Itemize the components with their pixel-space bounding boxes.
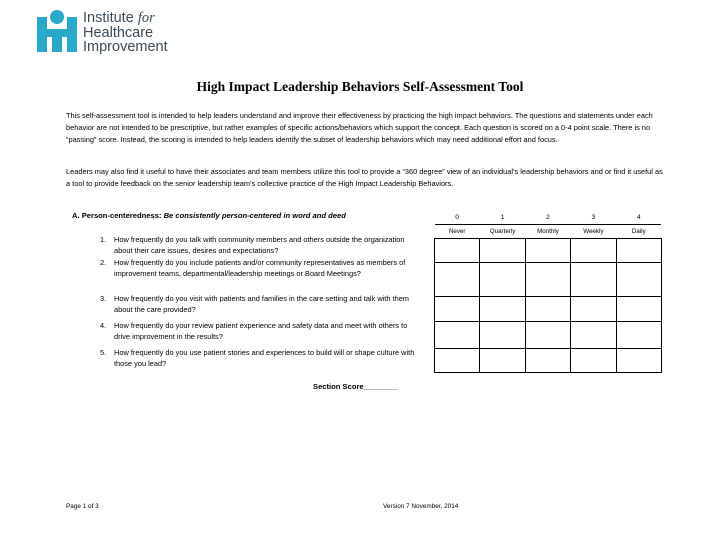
intro-paragraph-1: This self-assessment tool is intended to help leaders understand and improve their effectiveness by practicing the high impact behaviors. The questions and statements under each behavior are not intended to be prescriptive, but rather examples of specific actions/behaviors which support the concept. Each question is scored on a 0-4 point scale. There is no “passing” score. Instead, the scoring is intended to help leaders identify the subset of leadership behaviors which may need additional effort and focus.	[66, 111, 653, 145]
answer-cell[interactable]	[616, 239, 661, 263]
question-number: 4.	[100, 321, 107, 330]
scale-label: Quarterly	[480, 225, 525, 239]
answer-cell[interactable]	[616, 322, 661, 349]
scale-value: 4	[616, 210, 661, 225]
answer-cell[interactable]	[480, 239, 525, 263]
question-number: 5.	[100, 348, 107, 357]
scale-labels-row	[435, 225, 662, 239]
answer-row-4	[435, 322, 662, 349]
answer-cell[interactable]	[571, 297, 616, 322]
answer-cell[interactable]	[435, 239, 480, 263]
scale-value: 0	[435, 210, 480, 225]
scale-value: 2	[525, 210, 570, 225]
logo-word-for: for	[137, 10, 155, 26]
answer-cell[interactable]	[571, 349, 616, 373]
answer-cell[interactable]	[480, 297, 525, 322]
question-text: How frequently do your review patient experience and safety data and meet with others to drive improvement in the results?	[114, 321, 408, 342]
answer-cell[interactable]	[525, 297, 570, 322]
answer-cell[interactable]	[616, 263, 661, 297]
answer-row-5	[435, 349, 662, 373]
scale-values-row	[435, 210, 662, 225]
question-number: 2.	[100, 258, 107, 267]
section-heading-subtitle: Be consistently person-centered in word and deed	[163, 211, 346, 220]
version-label: Version 7 November, 2014	[383, 503, 459, 510]
answer-cell[interactable]	[616, 297, 661, 322]
scale-label: Never	[435, 225, 480, 239]
logo-word-institute: Institute	[83, 10, 134, 26]
answer-cell[interactable]	[435, 322, 480, 349]
page-number: Page 1 of 3	[66, 503, 99, 510]
section-score-field: Section Score________	[313, 382, 398, 391]
question-number: 3.	[100, 294, 107, 303]
question-text: How frequently do you use patient stories and experiences to build will or shape culture with those you lead?	[114, 348, 415, 369]
answer-cell[interactable]	[571, 322, 616, 349]
answer-cell[interactable]	[525, 322, 570, 349]
answer-cell[interactable]	[525, 263, 570, 297]
logo-word-healthcare: Healthcare	[83, 24, 154, 41]
scale-value: 3	[571, 210, 616, 225]
rating-scale-table	[434, 210, 662, 373]
answer-row-3	[435, 297, 662, 322]
answer-row-1	[435, 239, 662, 263]
scale-label: Daily	[616, 225, 661, 239]
intro-paragraph-2: Leaders may also find it useful to have their associates and team members utilize this tool to provide a “360 degree” view of an individual’s leadership behaviors and or find it useful as a tool to provide feedback on the senior leadership team’s collective practice of the High Impact Leadership Behaviors.	[66, 167, 663, 189]
question-text: How frequently do you visit with patients and families in the care setting and talk with them about the care provided?	[114, 294, 409, 315]
answer-row-2	[435, 263, 662, 297]
answer-cell[interactable]	[525, 239, 570, 263]
ihi-logo-mark-icon	[37, 9, 79, 53]
answer-cell[interactable]	[480, 322, 525, 349]
answer-cell[interactable]	[616, 349, 661, 373]
answer-cell[interactable]	[571, 239, 616, 263]
answer-cell[interactable]	[525, 349, 570, 373]
page-title: High Impact Leadership Behaviors Self-Assessment Tool	[196, 79, 524, 94]
ihi-logo	[37, 9, 187, 57]
scale-value: 1	[480, 210, 525, 225]
answer-cell[interactable]	[435, 297, 480, 322]
question-text: How frequently do you talk with community members and others outside the organization about their care issues, desires and expectations?	[114, 235, 405, 256]
question-number: 1.	[100, 235, 107, 244]
section-heading	[72, 211, 346, 220]
answer-cell[interactable]	[480, 349, 525, 373]
logo-word-improvement: Improvement	[83, 39, 168, 55]
answer-cell[interactable]	[571, 263, 616, 297]
section-heading-prefix: A. Person-centeredness:	[72, 211, 164, 220]
answer-cell[interactable]	[435, 263, 480, 297]
scale-label: Weekly	[571, 225, 616, 239]
answer-cell[interactable]	[435, 349, 480, 373]
scale-label: Monthly	[525, 225, 570, 239]
answer-cell[interactable]	[480, 263, 525, 297]
question-text: How frequently do you include patients and/or community representatives as members of improvement teams, departmental/leadership meetings or Board Meetings?	[114, 258, 406, 279]
logo-text	[83, 11, 193, 55]
